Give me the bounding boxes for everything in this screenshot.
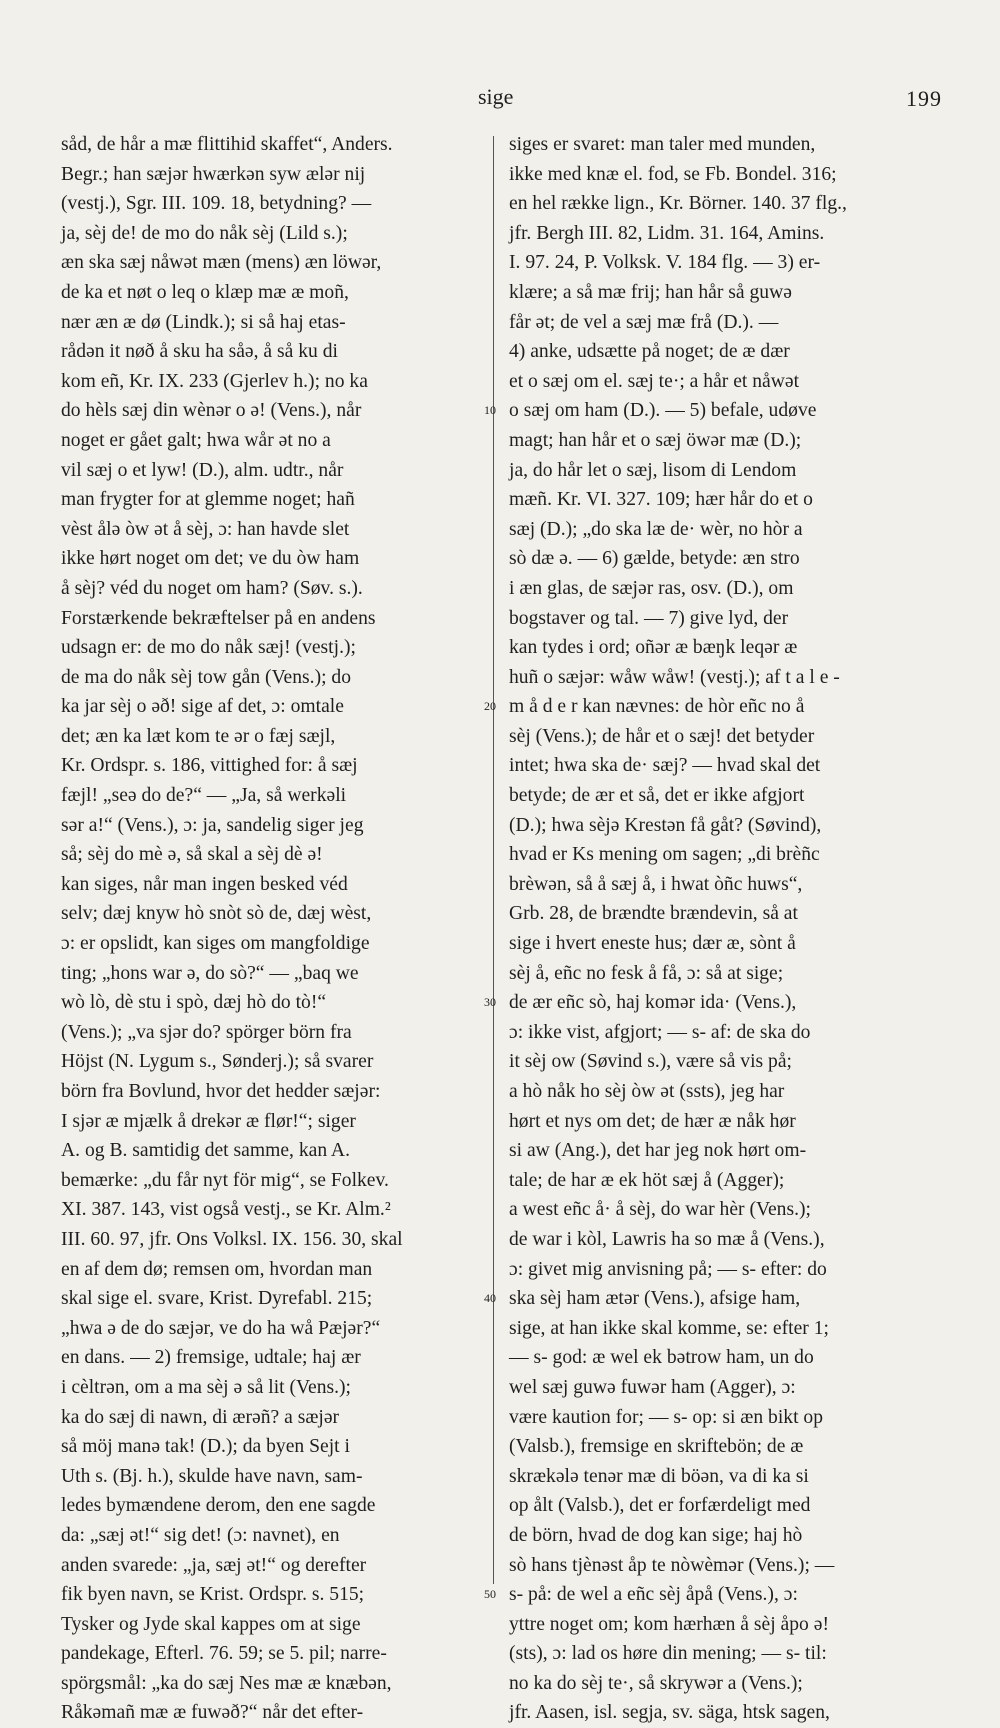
text-line: skal sige el. svare, Krist. Dyrefabl. 215;: [61, 1288, 373, 1310]
text-line: mæñ. Kr. VI. 327. 109; hær hår do et o: [509, 489, 813, 511]
text-line: hørt et nys om det; de hær æ nåk hør: [509, 1110, 796, 1132]
text-line: en hel række lign., Kr. Börner. 140. 37 flg.,: [509, 193, 847, 215]
text-line: det; æn ka læt kom te ər o fæj sæjl,: [61, 725, 336, 747]
text-line: så möj manə tak! (D.); da byen Sejt i: [61, 1436, 350, 1458]
text-line: kan tydes i ord; oñər æ bæŋk leqər æ: [509, 637, 798, 659]
text-line: a west eñc å· å sèj, do war hèr (Vens.);: [509, 1199, 811, 1221]
text-line: Kr. Ordspr. s. 186, vittighed for: å sæj: [61, 755, 358, 777]
text-line: ja, sèj de! de mo do nåk sèj (Lild s.);: [61, 222, 348, 244]
text-line: får ət; de vel a sæj mæ frå (D.). —: [509, 311, 779, 333]
text-line: ɔ: er opslidt, kan siges om mangfoldige: [61, 933, 370, 955]
text-line: nær æn æ dø (Lindk.); si så haj etas-: [61, 311, 346, 333]
text-line: vil sæj o et lyw! (D.), alm. udtr., når: [61, 459, 344, 481]
text-line: såd, de hår a mæ flittihid skaffet“, Anders.: [61, 134, 393, 155]
text-line: XI. 387. 143, vist også vestj., se Kr. Alm.²: [61, 1199, 391, 1221]
text-line: være kaution for; — s- op: si æn bikt op: [509, 1406, 824, 1428]
text-line: (Valsb.), fremsige en skriftebön; de æ: [509, 1436, 804, 1458]
text-line: ka do sæj di nawn, di ærəñ? a sæjər: [61, 1406, 340, 1428]
text-line: sèj å, eñc no fesk å få, ɔ: så at sige;: [509, 962, 784, 984]
text-line: selv; dæj knyw hò snòt sò de, dæj wèst,: [61, 903, 372, 925]
text-line: si aw (Ang.), det har jeg nok hørt om-: [509, 1140, 807, 1162]
text-line: Grb. 28, de brændte brændevin, så at: [509, 903, 798, 925]
text-line: fik byen navn, se Krist. Ordspr. s. 515;: [61, 1584, 365, 1606]
text-line: de börn, hvad de dog kan sige; haj hò: [509, 1524, 803, 1546]
text-line: noget er gået galt; hwa wår ət no a: [61, 429, 331, 451]
text-line: ɔ: ikke vist, afgjort; — s- af: de ska do: [509, 1021, 811, 1043]
text-line: sæj (D.); „do ska læ de· wèr, no hòr a: [509, 518, 803, 540]
text-line: — s- god: æ wel ek bətrow ham, un do: [509, 1347, 814, 1369]
text-line: så; sèj do mè ə, så skal a sèj dè ə!: [61, 844, 323, 866]
text-line: intet; hwa ska de· sæj? — hvad skal det: [509, 755, 821, 777]
text-line: udsagn er: de mo do nåk sæj! (vestj.);: [61, 637, 356, 659]
text-line: (sts), ɔ: lad os høre din mening; — s- til:: [509, 1643, 827, 1665]
text-line: rådən it nøð å sku ha såə, å så ku di: [61, 341, 338, 363]
text-line: o sæj om ham (D.). — 5) befale, udøve: [509, 400, 817, 422]
text-line: Uth s. (Bj. h.), skulde have navn, sam-: [61, 1465, 363, 1487]
text-line: Tysker og Jyde skal kappes om at sige: [61, 1613, 361, 1635]
text-line: jfr. Aasen, isl. segja, sv. säga, htsk sagen,: [509, 1702, 830, 1724]
line-number: 10: [484, 403, 496, 418]
text-line: Begr.; han sæjər hwærkən syw ælər nij: [61, 163, 366, 185]
text-line: ja, do hår let o sæj, lisom di Lendom: [509, 459, 797, 481]
text-line: hvad er Ks mening om sagen; „di brèñc: [509, 844, 820, 866]
text-line: ska sèj ham ætər (Vens.), afsige ham,: [509, 1288, 801, 1310]
text-line: siges er svaret: man taler med munden,: [509, 134, 816, 155]
text-line: huñ o sæjər: wåw wåw! (vestj.); af t a l e -: [509, 666, 840, 688]
text-line: fæjl! „seə do de?“ — „Ja, så werkəli: [61, 785, 347, 807]
text-line: betyde; de ær et så, det er ikke afgjort: [509, 785, 805, 807]
text-line: klære; a så mæ frij; han hår så guwə: [509, 281, 792, 303]
text-line: I. 97. 24, P. Volksk. V. 184 flg. — 3) er-: [509, 252, 821, 274]
text-line: spörgsmål: „ka do sæj Nes mæ æ knæbən,: [61, 1672, 392, 1694]
text-line: s- på: de wel a eñc sèj åpå (Vens.), ɔ:: [509, 1584, 798, 1606]
text-line: m å d e r kan nævnes: de hòr eñc no å: [509, 696, 805, 718]
text-line: et o sæj om el. sæj te·; a hår et nåwət: [509, 370, 800, 392]
text-line: börn fra Bovlund, hvor det hedder sæjər:: [61, 1081, 381, 1102]
text-line: (D.); hwa sèjə Krestən få gåt? (Søvind),: [509, 814, 822, 836]
text-line: sige, at han ikke skal komme, se: efter 1;: [509, 1317, 829, 1339]
text-line: de ær eñc sò, haj komər ida· (Vens.),: [509, 992, 797, 1014]
text-line: vèst ålə òw ət å sèj, ɔ: han havde slet: [61, 518, 350, 540]
text-line: op ålt (Valsb.), det er forfærdeligt med: [509, 1495, 811, 1517]
text-line: it sèj ow (Søvind s.), være så vis på;: [509, 1051, 792, 1073]
text-line: bemærke: „du får nyt för mig“, se Folkev.: [61, 1169, 389, 1191]
text-line: i cèltrən, om a ma sèj ə så lit (Vens.);: [61, 1376, 352, 1398]
text-line: a hò nåk ho sèj òw ət (ssts), jeg har: [509, 1081, 785, 1102]
page-header: [0, 84, 1000, 114]
text-line: brèwən, så å sæj å, i hwat òñc huws“,: [509, 873, 803, 895]
text-line: sèj (Vens.); de hår et o sæj! det betyder: [509, 725, 815, 747]
text-line: sò dæ ə. — 6) gælde, betyde: æn stro: [509, 548, 800, 570]
text-line: yttre noget om; kom hærhæn å sèj åpo ə!: [509, 1613, 829, 1635]
text-line: de war i kòl, Lawris ha so mæ å (Vens.),: [509, 1228, 825, 1250]
text-line: kan siges, når man ingen besked véd: [61, 873, 348, 895]
text-line: Forstærkende bekræftelser på en andens: [61, 607, 376, 629]
text-line: de ma do nåk sèj tow gån (Vens.); do: [61, 666, 352, 688]
text-line: ɔ: givet mig anvisning på; — s- efter: do: [509, 1258, 827, 1280]
text-line: anden svarede: „ja, sæj ət!“ og derefter: [61, 1554, 367, 1576]
text-line: A. og B. samtidig det samme, kan A.: [61, 1140, 350, 1162]
text-line: da: „sæj ət!“ sig det! (ɔ: navnet), en: [61, 1524, 340, 1546]
text-line: å sèj? véd du noget om ham? (Søv. s.).: [61, 577, 363, 599]
line-number: 50: [484, 1587, 496, 1602]
text-line: tale; de har æ ek höt sæj å (Agger);: [509, 1169, 785, 1191]
text-line: 4) anke, udsætte på noget; de æ dær: [509, 341, 790, 363]
text-line: sò hans tjènəst åp te nòwèmər (Vens.); —: [509, 1554, 835, 1576]
text-line: sige i hvert eneste hus; dær æ, sònt å: [509, 933, 796, 955]
text-line: Höjst (N. Lygum s., Sønderj.); så svarer: [61, 1051, 374, 1073]
text-line: wò lò, dè stu i spò, dæj hò do tò!“: [61, 992, 327, 1014]
text-line: I sjər æ mjælk å drekər æ flør!“; siger: [61, 1110, 356, 1132]
text-line: ikke hørt noget om det; ve du òw ham: [61, 548, 360, 570]
text-line: en dans. — 2) fremsige, udtale; haj ær: [61, 1347, 361, 1369]
text-line: do hèls sæj din wènər o ə! (Vens.), når: [61, 400, 362, 422]
text-line: ledes bymændene derom, den ene sagde: [61, 1495, 376, 1517]
text-line: ikke med knæ el. fod, se Fb. Bondel. 316;: [509, 163, 837, 185]
text-line: i æn glas, de sæjər ras, osv. (D.), om: [509, 577, 794, 599]
text-line: man frygter for at glemme noget; hañ: [61, 489, 355, 511]
text-line: III. 60. 97, jfr. Ons Volksl. IX. 156. 30, skal: [61, 1228, 403, 1250]
text-line: no ka do sèj te·, så skrywər a (Vens.);: [509, 1672, 803, 1694]
text-line: (vestj.), Sgr. III. 109. 18, betydning? —: [61, 193, 372, 215]
left-column: [61, 130, 483, 1728]
line-number: 40: [484, 1291, 496, 1306]
text-line: ka jar sèj o əð! sige af det, ɔ: omtale: [61, 696, 344, 718]
text-line: (Vens.); „va sjər do? spörger börn fra: [61, 1021, 352, 1043]
text-line: kom eñ, Kr. IX. 233 (Gjerlev h.); no ka: [61, 370, 368, 392]
text-line: Råkəmañ mæ æ fuwəð?“ når det efter-: [61, 1702, 364, 1724]
text-line: „hwa ə de do sæjər, ve do ha wå Pæjər?“: [61, 1317, 381, 1339]
line-number: 30: [484, 995, 496, 1010]
text-line: jfr. Bergh III. 82, Lidm. 31. 164, Amins.: [509, 222, 825, 244]
running-head: sige: [478, 84, 514, 109]
column-divider: [493, 136, 494, 1584]
right-column: [509, 130, 939, 1728]
text-line: æn ska sæj nåwət mæn (mens) æn löwər,: [61, 252, 382, 274]
text-line: ting; „hons war ə, do sò?“ — „baq we: [61, 962, 359, 984]
page-number: 199: [906, 86, 942, 111]
text-line: en af dem dø; remsen om, hvordan man: [61, 1258, 373, 1280]
text-line: magt; han hår et o sæj öwər mæ (D.);: [509, 429, 802, 451]
text-line: pandekage, Efterl. 76. 59; se 5. pil; narre-: [61, 1643, 387, 1665]
text-line: wel sæj guwə fuwər ham (Agger), ɔ:: [509, 1376, 796, 1398]
text-line: de ka et nøt o leq o klæp mæ æ moñ,: [61, 281, 349, 303]
line-number: 20: [484, 699, 496, 714]
text-line: skrækələ tenər mæ di böən, va di ka si: [509, 1465, 809, 1487]
text-line: bogstaver og tal. — 7) give lyd, der: [509, 607, 789, 629]
text-line: sər a!“ (Vens.), ɔ: ja, sandelig siger jeg: [61, 814, 364, 836]
